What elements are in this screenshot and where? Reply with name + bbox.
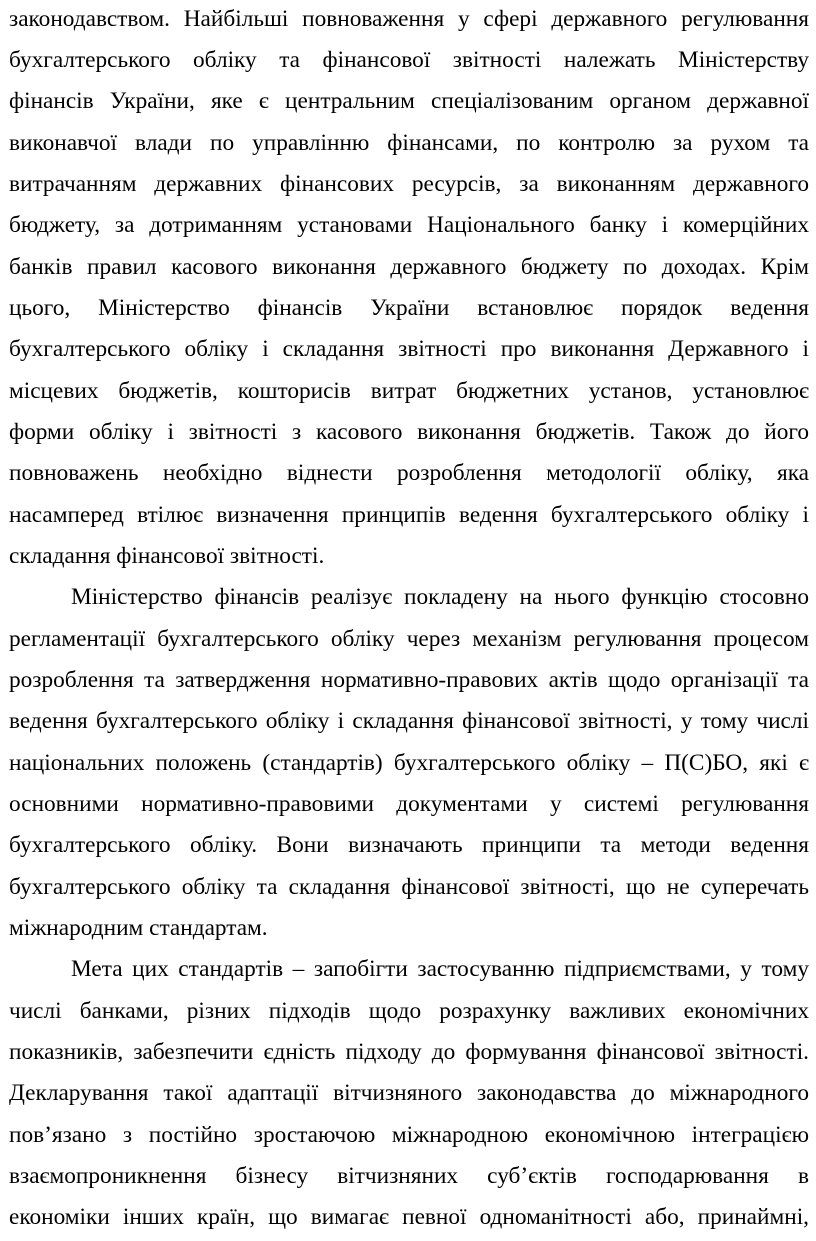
text-line: насамперед втілює визначення принципів ведення бухгалтерського обліку і — [9, 502, 809, 528]
text-line: витрачанням державних фінансових ресурсів, за виконанням державного — [9, 171, 809, 197]
text-line: Міністерство фінансів реалізує покладену на нього функцію стосовно — [71, 584, 809, 610]
text-line: бухгалтерського обліку та складання фінансової звітності, що не суперечать — [9, 874, 809, 900]
text-line: місцевих бюджетів, кошторисів витрат бюджетних установ, установлює — [9, 378, 809, 404]
text-line: цього, Міністерство фінансів України встановлює порядок ведення — [9, 295, 809, 321]
text-line: банків правил касового виконання державного бюджету по доходах. Крім — [9, 254, 809, 280]
text-line: бухгалтерського обліку та фінансової звітності належать Міністерству — [9, 47, 809, 73]
text-line: національних положень (стандартів) бухгалтерського обліку – П(С)БО, які є — [9, 750, 809, 776]
text-line: регламентації бухгалтерського обліку через механізм регулювання процесом — [9, 626, 809, 652]
text-line: бухгалтерського обліку. Вони визначають принципи та методи ведення — [9, 832, 809, 858]
text-line: взаємопроникнення бізнесу вітчизняних суб’єктів господарювання в — [9, 1163, 809, 1189]
text-line: економіки інших країн, що вимагає певної одноманітності або, принаймні, — [9, 1204, 809, 1230]
text-line: повноважень необхідно віднести розроблення методології обліку, яка — [9, 460, 809, 486]
text-line: бюджету, за дотриманням установами Національного банку і комерційних — [9, 212, 809, 238]
text-line: виконавчої влади по управлінню фінансами, по контролю за рухом та — [9, 130, 809, 156]
text-line: Мета цих стандартів – запобігти застосуванню підприємствами, у тому — [71, 956, 809, 982]
text-line: законодавством. Найбільші повноваження у сфері державного регулювання — [9, 6, 809, 32]
text-line: пов’язано з постійно зростаючою міжнародною економічною інтеграцією — [9, 1122, 809, 1148]
text-line: числі банками, різних підходів щодо розрахунку важливих економічних — [9, 998, 809, 1024]
text-line: фінансів України, яке є центральним спеціалізованим органом державної — [9, 88, 809, 114]
text-line: форми обліку і звітності з касового виконання бюджетів. Також до його — [9, 419, 809, 445]
text-line: основними нормативно-правовими документами у системі регулювання — [9, 791, 809, 817]
text-line: ведення бухгалтерського обліку і складання фінансової звітності, у тому числі — [9, 708, 809, 734]
text-line: показників, забезпечити єдність підходу до формування фінансової звітності. — [9, 1039, 809, 1065]
text-line: розроблення та затвердження нормативно-правових актів щодо організації та — [9, 667, 809, 693]
text-line: бухгалтерського обліку і складання звітності про виконання Державного і — [9, 336, 809, 362]
text-line: складання фінансової звітності. — [9, 543, 325, 569]
text-line: міжнародним стандартам. — [9, 915, 268, 941]
text-line: Декларування такої адаптації вітчизняного законодавства до міжнародного — [9, 1080, 809, 1106]
